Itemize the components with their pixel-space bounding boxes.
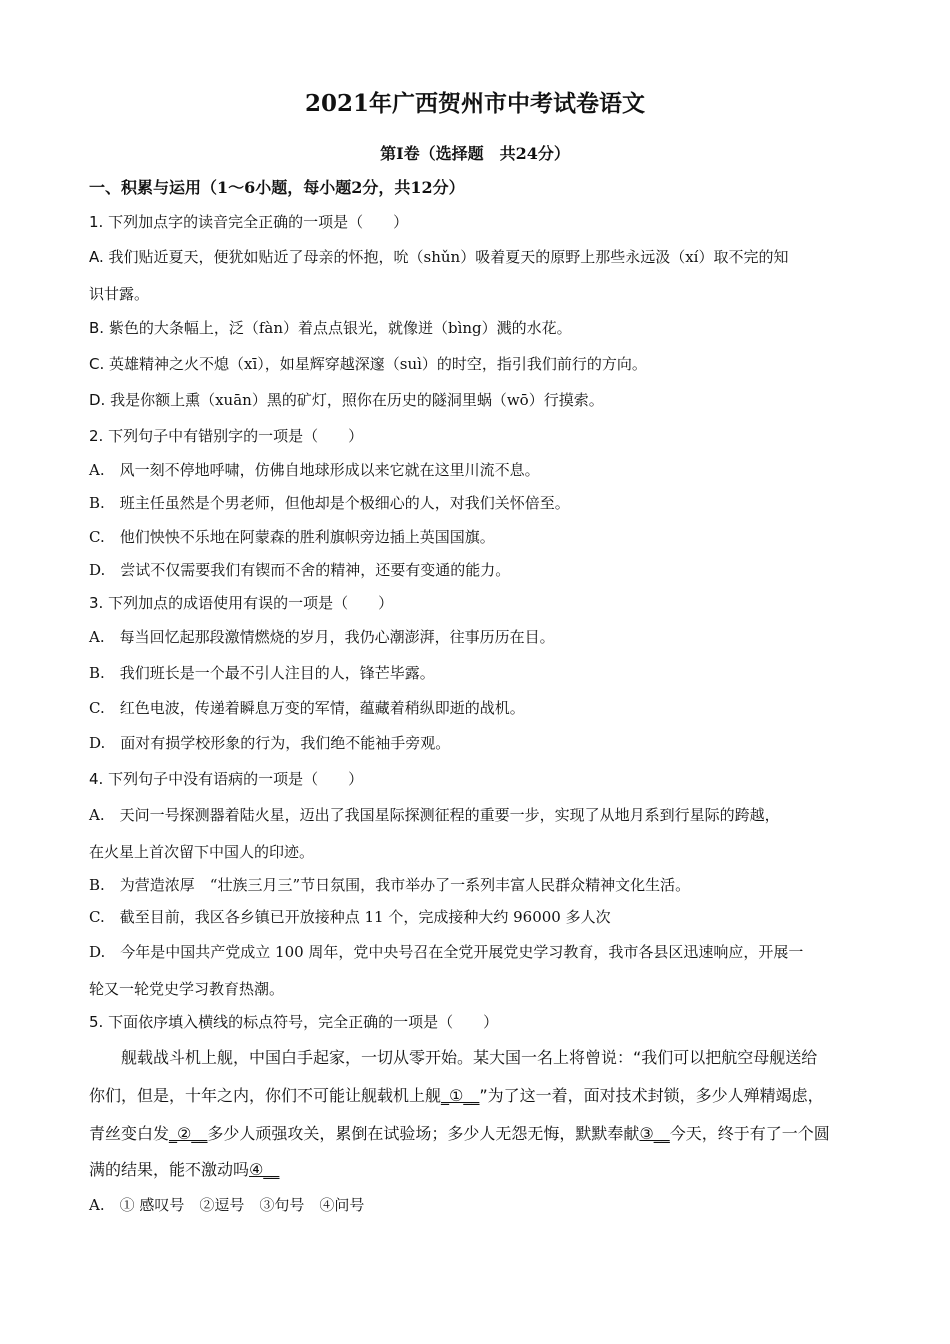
- question-4-option-b: B. 为营造浓厚 “壮族三月三”节日氛围，我市举办了一系列丰富人民群众精神文化生活。: [89, 876, 691, 894]
- question-2-option-c: C. 他们怏怏不乐地在阿蒙森的胜利旗帜旁边插上英国国旗。: [89, 528, 495, 546]
- question-number: 2.: [89, 427, 104, 445]
- question-4-option-d: D. 今年是中国共产党成立 100 周年，党中央号召在全党开展党史学习教育，我市各县区迅速响应，开展一: [89, 943, 804, 961]
- option-text: 我是你额上熏（xuān）黑的矿灯，照你在历史的隧洞里蜗（wō）行摸索。: [105, 391, 604, 409]
- passage-text: 你们，但是，十年之内，你们不可能让舰载机上舰: [89, 1086, 442, 1105]
- option-text: 紫色的大条幅上，泛（fàn）着点点银光，就像迸（bìng）溅的水花。: [104, 319, 572, 337]
- question-2-option-b: B. 班主任虽然是个男老师，但他却是个极细心的人，对我们关怀倍至。: [89, 494, 570, 512]
- option-text: 我们贴近夏天，便犹如贴近了母亲的怀抱，吮（shǔn）吸着夏天的原野上那些永远汲（xí）取不完的知: [103, 248, 789, 266]
- question-text: 下列加点的成语使用有误的一项是（ ）: [103, 594, 394, 612]
- exam-title: 2021年广西贺州市中考试卷语文: [304, 90, 645, 117]
- question-1-option-d: [89, 390, 604, 410]
- option-label: B.: [89, 319, 105, 337]
- fill-blank-1: _①__: [441, 1086, 480, 1105]
- question-text: 下面依序填入横线的标点符号，完全正确的一项是（ ）: [103, 1013, 499, 1031]
- question-3-option-a: A. 每当回忆起那段激情燃烧的岁月，我仍心潮澎湃，往事历历在目。: [89, 628, 555, 646]
- question-4-option-d-cont: 轮又一轮党史学习教育热潮。: [89, 980, 285, 998]
- question-1-option-a-cont: 识甘露。: [89, 285, 150, 303]
- fill-blank-4: ④__: [249, 1160, 280, 1179]
- question-number: 5.: [89, 1013, 104, 1031]
- question-text: 下列句子中没有语病的一项是（ ）: [103, 770, 364, 788]
- question-4-option-c: C. 截至目前，我区各乡镇已开放接种点 11 个，完成接种大约 96000 多人次: [89, 908, 611, 926]
- question-text: 下列加点字的读音完全正确的一项是（ ）: [103, 213, 409, 231]
- question-5-stem: [89, 1012, 498, 1032]
- question-1-option-b: [89, 318, 572, 338]
- passage-line-4: [89, 1160, 279, 1180]
- fill-blank-2: _②__: [169, 1124, 208, 1143]
- passage-line-1: 舰载战斗机上舰，中国白手起家，一切从零开始。某大国一名上将曾说：“我们可以把航空母舰送给: [89, 1048, 818, 1067]
- passage-line-3: [89, 1124, 830, 1144]
- question-3-option-c: C. 红色电波，传递着瞬息万变的军情，蕴藏着稍纵即逝的战机。: [89, 699, 525, 717]
- question-1-option-a: [89, 247, 788, 267]
- question-4-option-a-cont: 在火星上首次留下中国人的印迹。: [89, 843, 315, 861]
- question-3-stem: [89, 593, 393, 613]
- passage-text: 今天，终于有了一个圆: [669, 1124, 830, 1143]
- question-2-stem: [89, 426, 363, 446]
- question-3-option-d: D. 面对有损学校形象的行为，我们绝不能袖手旁观。: [89, 734, 451, 752]
- paper-section-heading: 第Ⅰ卷（选择题 共24分）: [380, 144, 570, 163]
- question-4-option-a: A. 天问一号探测器着陆火星，迈出了我国星际探测征程的重要一步，实现了从地月系到行星际的跨越，: [89, 806, 780, 824]
- passage-text: 多少人顽强攻关，累倒在试验场；多少人无怨无悔，默默奉献: [207, 1124, 640, 1143]
- passage-text: ”为了这一着，面对技术封锁，多少人殚精竭虑，: [479, 1086, 824, 1105]
- question-4-stem: [89, 769, 363, 789]
- question-5-option-a: A. ① 感叹号 ②逗号 ③句号 ④问号: [89, 1196, 365, 1214]
- fill-blank-3: ③__: [639, 1124, 670, 1143]
- passage-line-2: [89, 1086, 824, 1106]
- question-number: 1.: [89, 213, 104, 231]
- question-number: 4.: [89, 770, 104, 788]
- part-one-heading: 一、积累与运用（1～6小题，每小题2分，共12分）: [89, 178, 465, 197]
- option-label: D.: [89, 391, 106, 409]
- question-number: 3.: [89, 594, 104, 612]
- question-2-option-d: D. 尝试不仅需要我们有锲而不舍的精神，还要有变通的能力。: [89, 561, 511, 579]
- question-text: 下列句子中有错别字的一项是（ ）: [103, 427, 364, 445]
- question-1-option-c: [89, 354, 647, 374]
- question-2-option-a: A. 风一刻不停地呼啸，仿佛自地球形成以来它就在这里川流不息。: [89, 461, 540, 479]
- option-label: C.: [89, 355, 105, 373]
- passage-text: 青丝变白发: [89, 1124, 170, 1143]
- passage-text: 满的结果，能不激动吗: [89, 1160, 250, 1179]
- option-label: A.: [89, 248, 104, 266]
- question-1-stem: [89, 212, 408, 232]
- option-text: 英雄精神之火不熄（xī），如星辉穿越深邃（suì）的时空，指引我们前行的方向。: [104, 355, 647, 373]
- question-3-option-b: B. 我们班长是一个最不引人注目的人，锋芒毕露。: [89, 664, 435, 682]
